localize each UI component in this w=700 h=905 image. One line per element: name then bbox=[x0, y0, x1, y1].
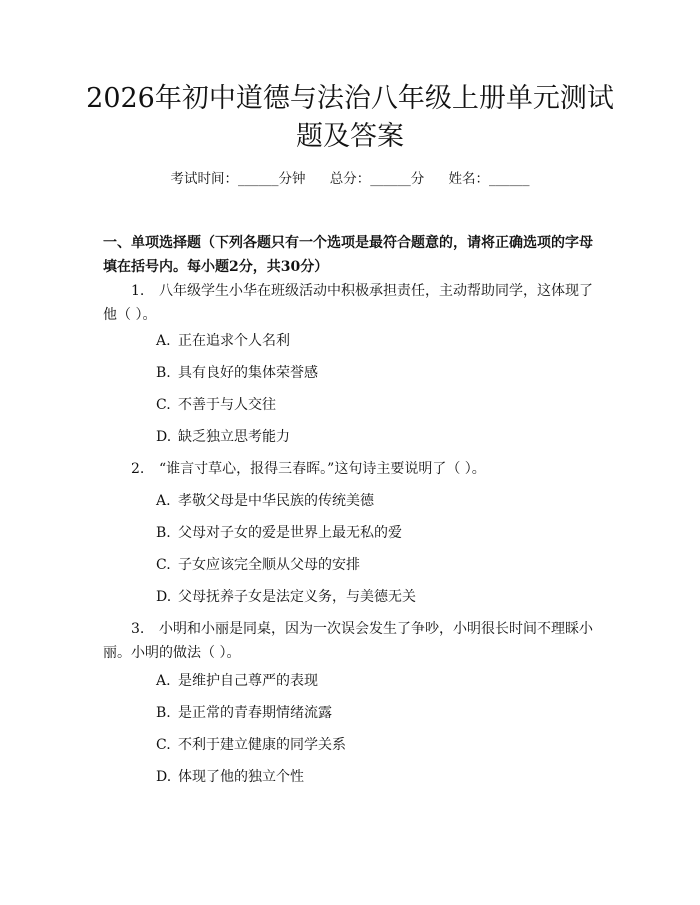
question-text: “谁言寸草心，报得三春晖。”这句诗主要说明了（ ）。 bbox=[159, 461, 486, 477]
option-text: 不善于与人交往 bbox=[178, 397, 276, 413]
question-number: 2. bbox=[131, 461, 145, 477]
option-letter: D. bbox=[156, 589, 172, 605]
option-text: 不利于建立健康的同学关系 bbox=[178, 737, 346, 753]
option-letter: D. bbox=[156, 769, 172, 785]
question-1 bbox=[103, 279, 603, 327]
option-3c bbox=[156, 733, 596, 757]
option-3d bbox=[156, 765, 596, 789]
exam-meta bbox=[0, 167, 700, 187]
question-text: 八年级学生小华在班级活动中积极承担责任，主动帮助同学，这体现了他（ ）。 bbox=[103, 283, 593, 323]
option-letter: A. bbox=[156, 333, 171, 349]
option-text: 体现了他的独立个性 bbox=[178, 769, 304, 785]
option-text: 孝敬父母是中华民族的传统美德 bbox=[178, 493, 374, 509]
option-text: 具有良好的集体荣誉感 bbox=[178, 365, 318, 381]
question-number: 3. bbox=[131, 621, 145, 637]
option-1c bbox=[156, 393, 596, 417]
option-2c bbox=[156, 553, 596, 577]
option-2b bbox=[156, 521, 596, 545]
option-letter: A. bbox=[156, 673, 171, 689]
question-number: 1. bbox=[131, 283, 145, 299]
title-line-2: 题及答案 bbox=[296, 121, 404, 152]
question-3 bbox=[103, 617, 603, 665]
option-text: 子女应该完全顺从父母的安排 bbox=[178, 557, 360, 573]
title-line-1: 2026年初中道德与法治八年级上册单元测试 bbox=[86, 83, 614, 114]
option-text: 父母抚养子女是法定义务，与美德无关 bbox=[178, 589, 416, 605]
page-title bbox=[60, 80, 640, 156]
option-letter: B. bbox=[156, 705, 171, 721]
option-letter: B. bbox=[156, 365, 171, 381]
option-text: 父母对子女的爱是世界上最无私的爱 bbox=[178, 525, 402, 541]
question-2 bbox=[103, 457, 603, 481]
option-letter: C. bbox=[156, 557, 171, 573]
option-text: 是正常的青春期情绪流露 bbox=[178, 705, 332, 721]
option-letter: B. bbox=[156, 525, 171, 541]
option-text: 是维护自己尊严的表现 bbox=[178, 673, 318, 689]
option-2a bbox=[156, 489, 596, 513]
option-letter: C. bbox=[156, 737, 171, 753]
total-score: 总分：______分 bbox=[329, 171, 425, 187]
option-letter: C. bbox=[156, 397, 171, 413]
option-1b bbox=[156, 361, 596, 385]
option-3a bbox=[156, 669, 596, 693]
question-text: 小明和小丽是同桌，因为一次误会发生了争吵，小明很长时间不理睬小丽。小明的做法（ ）。 bbox=[103, 621, 593, 661]
option-1d bbox=[156, 425, 596, 449]
section-heading: 一、单项选择题（下列各题只有一个选项是最符合题意的，请将正确选项的字母填在括号内。每小题2分，共30分） bbox=[103, 235, 593, 275]
student-name: 姓名：______ bbox=[448, 171, 530, 187]
option-1a bbox=[156, 329, 596, 353]
option-2d bbox=[156, 585, 596, 609]
exam-time: 考试时间：______分钟 bbox=[170, 171, 306, 187]
option-letter: A. bbox=[156, 493, 171, 509]
option-text: 缺乏独立思考能力 bbox=[178, 429, 290, 445]
option-letter: D. bbox=[156, 429, 172, 445]
option-text: 正在追求个人名利 bbox=[178, 333, 290, 349]
option-3b bbox=[156, 701, 596, 725]
